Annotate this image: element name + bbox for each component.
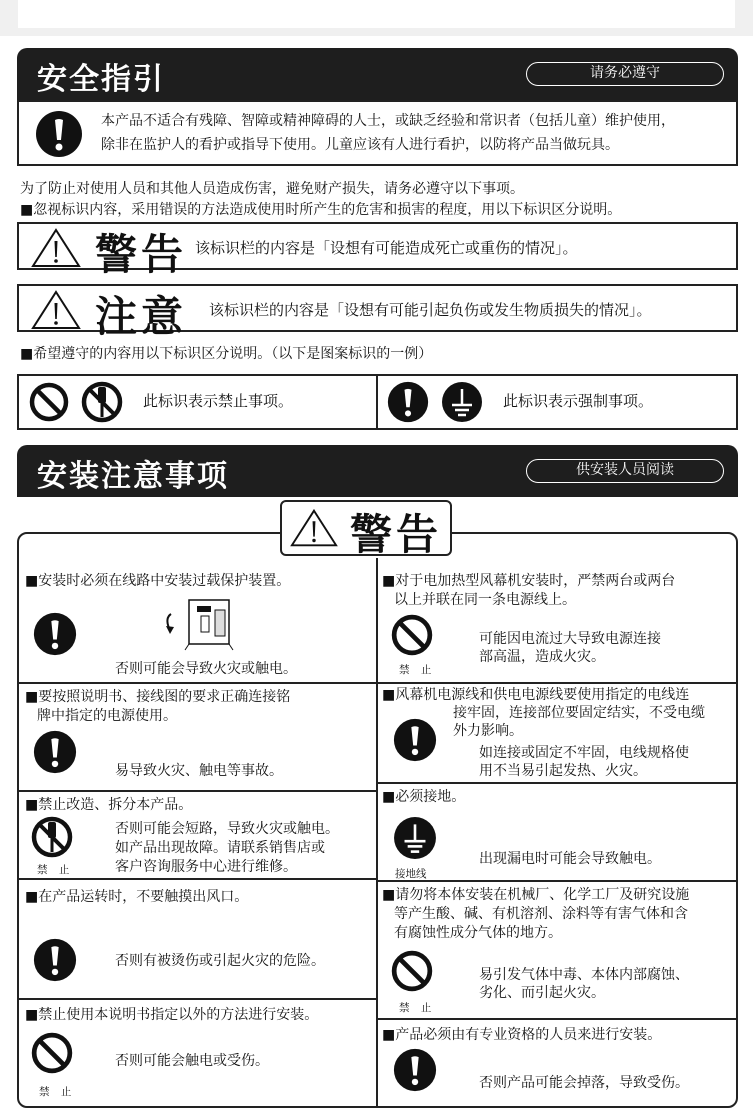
- left-1-heading: ■安装时必须在线路中安装过载保护装置。: [25, 573, 291, 589]
- symbols-box: [17, 374, 738, 430]
- intro-line-1: 为了防止对使用人员和其他人员造成伤害，避免财产损失，请务必遵守以下事项。: [20, 181, 524, 197]
- left-5-body: 否则可能会触电或受伤。: [115, 1053, 269, 1069]
- right-1-heading-1: ■对于电加热型风幕机安装时，严禁两台或两台: [382, 573, 676, 589]
- left-2-exclamation-icon: [33, 730, 77, 774]
- right-4-body-2: 劣化、而引起火灾。: [479, 985, 605, 1001]
- right-1-heading-2: 以上并联在同一条电源线上。: [394, 592, 576, 608]
- safety-header: [17, 48, 738, 100]
- top-band: [0, 0, 753, 36]
- install-warning-triangle-icon: [290, 508, 338, 548]
- left-3-body-2: 如产品出现故障。请联系销售店或: [115, 840, 325, 856]
- left-3-body-1: 否则可能会短路，导致火灾或触电。: [115, 821, 339, 837]
- right-4-heading-2: 等产生酸、碱、有机溶剂、涂料等有害气体和含: [394, 906, 688, 922]
- right-2-body-1: 如连接或固定不牢固，电线规格使: [479, 745, 689, 761]
- no-disassembly-icon: [81, 381, 123, 423]
- install-pill: 供安装人员阅读: [526, 459, 724, 483]
- right-1-prohibit-icon: [391, 614, 433, 656]
- right-4-heading-1: ■请勿将本体安装在机械厂、化学工厂及研究设施: [382, 887, 690, 903]
- exclamation-icon: [35, 110, 83, 158]
- left-3-icon-label: 禁 止: [37, 864, 74, 876]
- left-5-heading: ■禁止使用本说明书指定以外的方法进行安装。: [25, 1007, 319, 1023]
- right-4-prohibit-icon: [391, 950, 433, 992]
- mandatory-exclamation-icon: [387, 381, 429, 423]
- right-3-body: 出现漏电时可能会导致触电。: [479, 851, 661, 867]
- notice-line-2: 除非在监护人的看护或指导下使用。儿童应该有人进行看护，以防将产品当做玩具。: [101, 137, 619, 153]
- right-5-body: 否则产品可能会掉落，导致受伤。: [479, 1075, 689, 1091]
- install-warning-label: [280, 500, 452, 559]
- ground-icon: [441, 381, 483, 423]
- right-2-body-2: 用不当易引起发热、火灾。: [479, 763, 647, 779]
- right-1-icon-label: 禁 止: [399, 664, 436, 676]
- left-1-body: 否则可能会导致火灾或触电。: [115, 661, 297, 677]
- right-2-exclamation-icon: [393, 718, 437, 762]
- left-2-heading-1: ■要按照说明书、接线图的要求正确连接铭: [25, 689, 291, 705]
- left-2-heading-2: 牌中指定的电源使用。: [37, 708, 177, 724]
- right-5-heading: ■产品必须由有专业资格的人员来进行安装。: [382, 1027, 662, 1043]
- left-3-no-disassembly-icon: [31, 816, 73, 858]
- left-5-prohibit-icon: [31, 1032, 73, 1074]
- right-4-icon-label: 禁 止: [399, 1002, 436, 1014]
- install-header: [17, 445, 738, 497]
- left-3-heading: ■禁止改造、拆分本产品。: [25, 797, 193, 813]
- warning-triangle-icon: [31, 228, 81, 268]
- left-4-heading: ■在产品运转时，不要触摸出风口。: [25, 889, 249, 905]
- right-5-exclamation-icon: [393, 1048, 437, 1092]
- left-5-icon-label: 禁 止: [39, 1086, 76, 1098]
- prohibit-icon: [29, 382, 69, 422]
- caution-description: 该标识栏的内容是「设想有可能引起负伤或发生物质损失的情况」。: [209, 301, 652, 319]
- left-2-body: 易导致火灾、触电等事故。: [115, 763, 283, 779]
- symbols-intro: ■希望遵守的内容用以下标识区分说明。（以下是图案标识的一例）: [20, 346, 433, 362]
- intro-line-2: ■忽视标识内容，采用错误的方法造成使用时所产生的危害和损害的程度，用以下标识区分说明。: [20, 202, 622, 218]
- right-1-body-1: 可能因电流过大导致电源连接: [479, 631, 661, 647]
- right-2-heading-1: ■风幕机电源线和供电电源线要使用指定的电线连: [382, 687, 690, 703]
- left-3-body-3: 客户咨询服务中心进行维修。: [115, 859, 297, 875]
- left-4-body: 否则有被烫伤或引起火灾的危险。: [115, 953, 325, 969]
- caution-triangle-icon: [31, 290, 81, 330]
- mandatory-description: 此标识表示强制事项。: [503, 392, 654, 410]
- install-warning-word: 警告: [350, 510, 443, 559]
- notice-line-1: 本产品不适合有残障、智障或精神障碍的人士，或缺乏经验和常识者（包括儿童）维护使用，: [101, 113, 675, 129]
- right-3-heading: ■必须接地。: [382, 789, 466, 805]
- warning-sign-box: [17, 222, 738, 279]
- left-4-exclamation-icon: [33, 938, 77, 982]
- safety-pill: 请务必遵守: [526, 62, 724, 86]
- install-title: 安装注意事项: [37, 459, 229, 494]
- caution-word: 注意: [95, 292, 188, 341]
- warning-description: 该标识栏的内容是「设想有可能造成死亡或重伤的情况」。: [195, 239, 578, 257]
- right-1-body-2: 部高温，造成火灾。: [479, 649, 605, 665]
- caution-sign-box: [17, 284, 738, 341]
- notice-box: [17, 100, 738, 166]
- breaker-icon: [159, 596, 241, 654]
- right-2-heading-3: 外力影响。: [453, 723, 523, 739]
- right-3-icon-label: 接地线: [395, 868, 427, 880]
- left-1-exclamation-icon: [33, 612, 77, 656]
- right-3-ground-icon: [393, 816, 437, 860]
- prohibit-description: 此标识表示禁止事项。: [143, 392, 294, 410]
- right-4-heading-3: 有腐蚀性成分气体的地方。: [394, 925, 562, 941]
- right-2-heading-2: 接牢固，连接部位要固定结实，不受电缆: [453, 705, 705, 721]
- warning-word: 警告: [95, 230, 188, 279]
- install-grid: [17, 532, 738, 1108]
- safety-title: 安全指引: [37, 62, 165, 97]
- right-4-body-1: 易引发气体中毒、本体内部腐蚀、: [479, 967, 689, 983]
